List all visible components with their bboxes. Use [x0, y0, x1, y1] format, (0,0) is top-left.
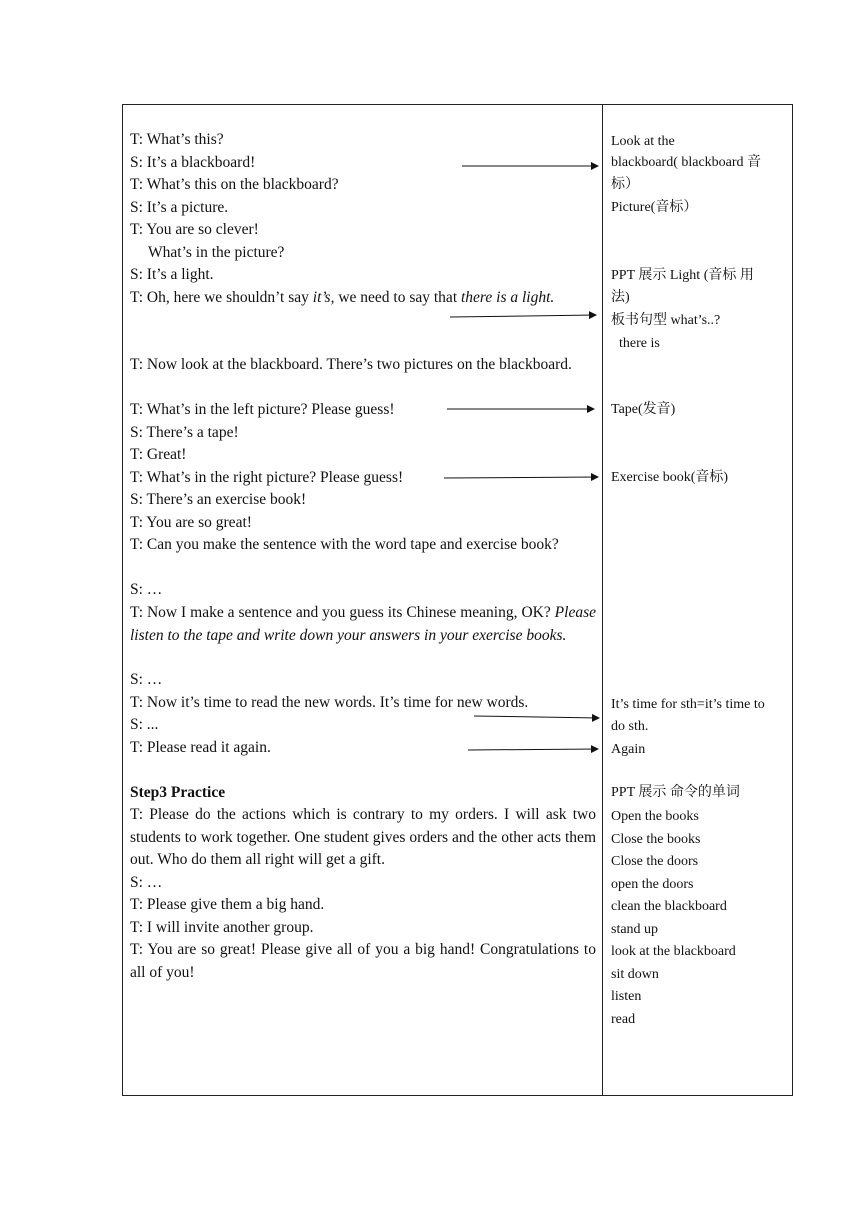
dialogue-line: T: You are so clever!	[130, 221, 259, 238]
note-line: 标）	[611, 177, 639, 192]
note-line: stand up	[611, 922, 659, 937]
dialogue-paragraph: T: Can you make the sentence with the word tape and exercise book?	[130, 536, 559, 553]
note-line: Exercise book(音标)	[611, 470, 729, 485]
dialogue-line: T: You are so great!	[130, 514, 252, 531]
dialogue-text: , we need to say that	[330, 289, 461, 306]
dialogue-line: S: ...	[130, 716, 159, 733]
dialogue-paragraph: T: Please do the actions which is contrary to my orders. I will ask two students to work together. One student gives orders and the other acts them out. Who do them all right will get a gift.	[130, 806, 596, 868]
dialogue-line: S: …	[130, 671, 163, 688]
dialogue-line: T: Please give them a big hand.	[130, 896, 325, 913]
dialogue-line: S: …	[130, 581, 163, 598]
dialogue-line: T: What’s this?	[130, 131, 224, 148]
dialogue-line: T: I will invite another group.	[130, 919, 314, 936]
note-line: listen	[611, 989, 642, 1004]
note-line: Picture(音标）	[611, 200, 698, 215]
note-line: do sth.	[611, 719, 649, 734]
dialogue-italic: Please listen to the tape and write down your answers in your exercise books.	[130, 604, 596, 644]
dialogue-line: T: What’s this on the blackboard?	[130, 176, 339, 193]
note-line: PPT 展示 Light (音标 用	[611, 268, 754, 283]
note-line: sit down	[611, 967, 659, 982]
dialogue-line: T: What’s in the left picture? Please guess!	[130, 401, 395, 418]
note-line: there is	[619, 336, 660, 351]
dialogue-line: S: There’s a tape!	[130, 424, 239, 441]
dialogue-line: S: It’s a blackboard!	[130, 154, 256, 171]
note-line: open the doors	[611, 877, 694, 892]
dialogue-text: T: Now I make a sentence and you guess its Chinese meaning, OK?	[130, 604, 555, 621]
dialogue-line: S: It’s a light.	[130, 266, 214, 283]
note-line: look at the blackboard	[611, 944, 736, 959]
dialogue-text: T: Oh, here we shouldn’t say	[130, 289, 313, 306]
note-line: It’s time for sth=it’s time to	[611, 697, 765, 712]
note-line: Look at the	[611, 134, 675, 149]
dialogue-paragraph	[130, 287, 596, 310]
dialogue-paragraph	[130, 602, 596, 647]
note-line: Open the books	[611, 809, 699, 824]
dialogue-paragraph: T: You are so great! Please give all of you a big hand! Congratulations to all of you!	[130, 941, 596, 981]
dialogue-italic: there is a light.	[461, 289, 555, 306]
note-line: clean the blackboard	[611, 899, 727, 914]
note-line: Tape(发音)	[611, 402, 676, 417]
dialogue-line: T: Great!	[130, 446, 187, 463]
section-heading: Step3 Practice	[130, 784, 226, 801]
dialogue-line: S: It’s a picture.	[130, 199, 229, 216]
note-line: blackboard( blackboard 音	[611, 155, 762, 170]
dialogue-line: What’s in the picture?	[148, 244, 285, 261]
dialogue-line: T: Now it’s time to read the new words. It’s time for new words.	[130, 694, 529, 711]
note-line: read	[611, 1012, 636, 1027]
dialogue-line: S: There’s an exercise book!	[130, 491, 307, 508]
dialogue-line: T: What’s in the right picture? Please guess!	[130, 469, 404, 486]
dialogue-line: S: …	[130, 874, 163, 891]
note-line: Close the doors	[611, 854, 699, 869]
note-line: Again	[611, 742, 646, 757]
note-line: PPT 展示 命令的单词	[611, 785, 740, 800]
note-line: 板书句型 what’s..?	[611, 313, 721, 328]
dialogue-line: T: Please read it again.	[130, 739, 271, 756]
note-line: Close the books	[611, 832, 701, 847]
note-line: 法)	[611, 290, 630, 305]
dialogue-paragraph: T: Now look at the blackboard. There’s two pictures on the blackboard.	[130, 356, 572, 373]
dialogue-italic: it’s	[312, 289, 331, 306]
